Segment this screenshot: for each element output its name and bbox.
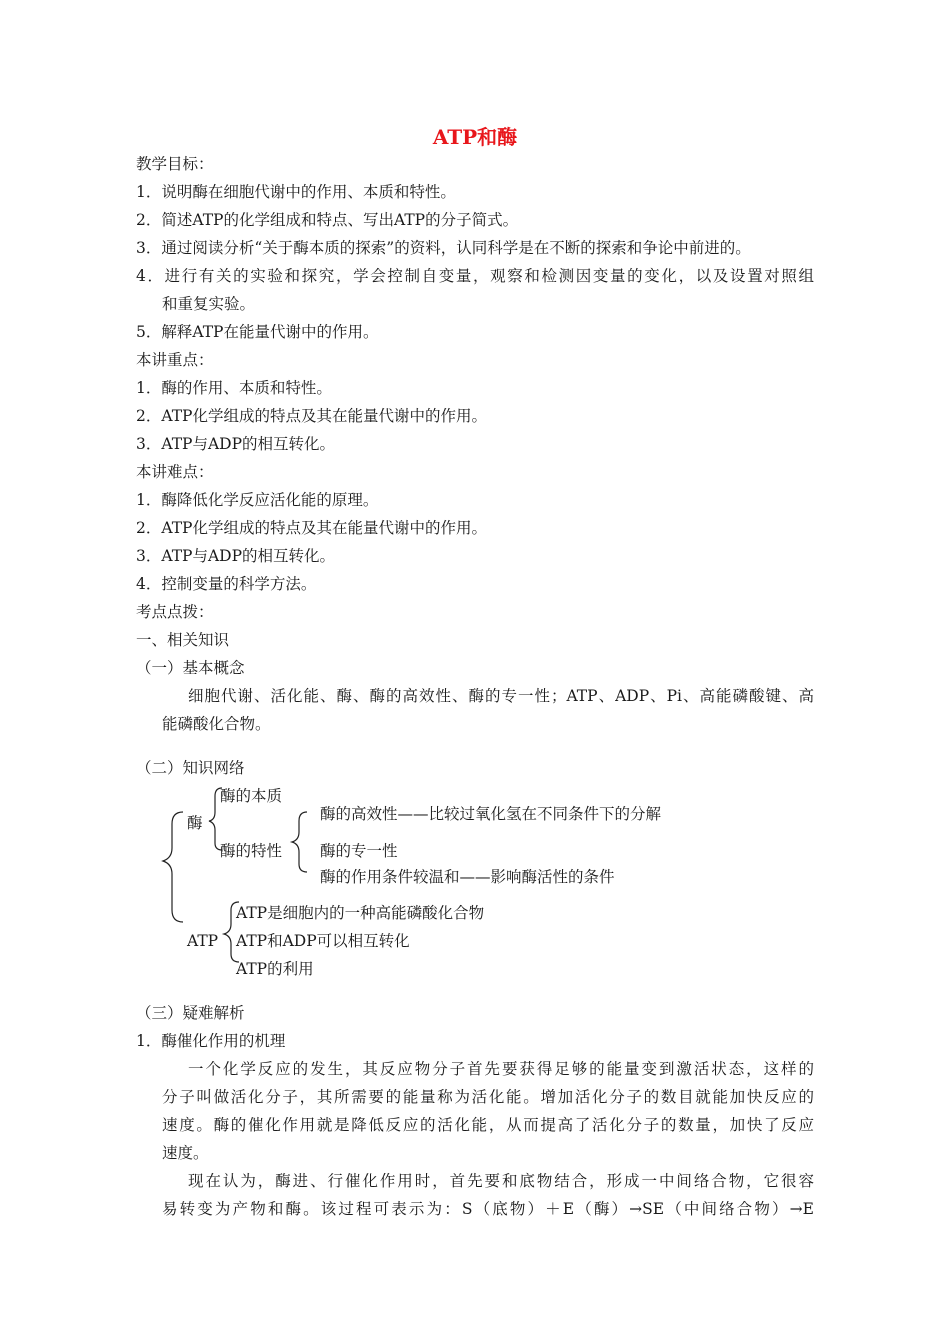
analysis-paragraph-line: 分子叫做活化分子，其所需要的能量称为活化能。增加活化分子的数目就能加快反应的 [162,1088,814,1106]
difficulty-item: 4．控制变量的科学方法。 [136,575,317,593]
objective-item: 3．通过阅读分析“关于酶本质的探索”的资料，认同科学是在不断的探索和争论中前进的。 [136,239,751,257]
key-points-heading: 本讲重点： [136,351,214,369]
key-point-item: 1．酶的作用、本质和特性。 [136,379,332,397]
network-node: 酶的高效性——比较过氧化氢在不同条件下的分解 [320,805,662,823]
subsection-heading: （三）疑难解析 [136,1004,245,1022]
key-point-item: 3．ATP与ADP的相互转化。 [136,435,336,453]
network-node: ATP和ADP可以相互转化 [236,932,410,950]
basic-concepts-text: 能磷酸化合物。 [162,715,271,733]
analysis-item-heading: 1．酶催化作用的机理 [136,1032,286,1050]
analysis-paragraph-line: 易转变为产物和酶。该过程可表示为：S（底物）＋E（酶）→SE（中间络合物）→E [162,1200,814,1218]
objective-item: 4．进行有关的实验和探究，学会控制自变量，观察和检测因变量的变化，以及设置对照组 [136,267,814,285]
key-point-item: 2．ATP化学组成的特点及其在能量代谢中的作用。 [136,407,487,425]
difficulty-item: 1．酶降低化学反应活化能的原理。 [136,491,379,509]
network-node: 酶的特性 [220,842,283,860]
analysis-paragraph-line: 速度。 [162,1144,209,1162]
objective-item-continuation: 和重复实验。 [162,295,256,313]
exam-heading: 考点点拨： [136,603,214,621]
difficulties-heading: 本讲难点： [136,463,214,481]
analysis-paragraph-line: 速度。酶的催化作用就是降低反应的活化能，从而提高了活化分子的数量，加快了反应 [162,1116,814,1134]
outer-brace [163,812,183,922]
difficulty-item: 3．ATP与ADP的相互转化。 [136,547,336,565]
network-node: 酶的本质 [220,787,283,805]
objective-item: 2．简述ATP的化学组成和特点、写出ATP的分子简式。 [136,211,519,229]
network-node: ATP [187,932,219,950]
objective-item: 1．说明酶在细胞代谢中的作用、本质和特性。 [136,183,456,201]
basic-concepts-text: 细胞代谢、活化能、酶、酶的高效性、酶的专一性；ATP、ADP、Pi、高能磷酸键、高 [188,687,814,705]
network-node: 酶的专一性 [320,842,398,860]
difficulty-item: 2．ATP化学组成的特点及其在能量代谢中的作用。 [136,519,487,537]
page-title: ATP和酶 [432,125,518,149]
network-node: 酶的作用条件较温和——影响酶活性的条件 [320,868,615,886]
analysis-paragraph-line: 一个化学反应的发生，其反应物分子首先要获得足够的能量变到激活状态，这样的 [188,1060,814,1078]
analysis-paragraph-line: 现在认为，酶进、行催化作用时，首先要和底物结合，形成一中间络合物，它很容 [188,1172,814,1190]
properties-brace [292,812,307,872]
section-heading: 一、相关知识 [136,631,230,649]
objective-item: 5．解释ATP在能量代谢中的作用。 [136,323,379,341]
subsection-heading: （一）基本概念 [136,659,245,677]
network-node: ATP的利用 [236,960,314,978]
network-node: ATP是细胞内的一种高能磷酸化合物 [236,904,485,922]
network-node: 酶 [187,814,203,832]
subsection-heading: （二）知识网络 [136,759,245,777]
objectives-heading: 教学目标： [136,155,214,173]
